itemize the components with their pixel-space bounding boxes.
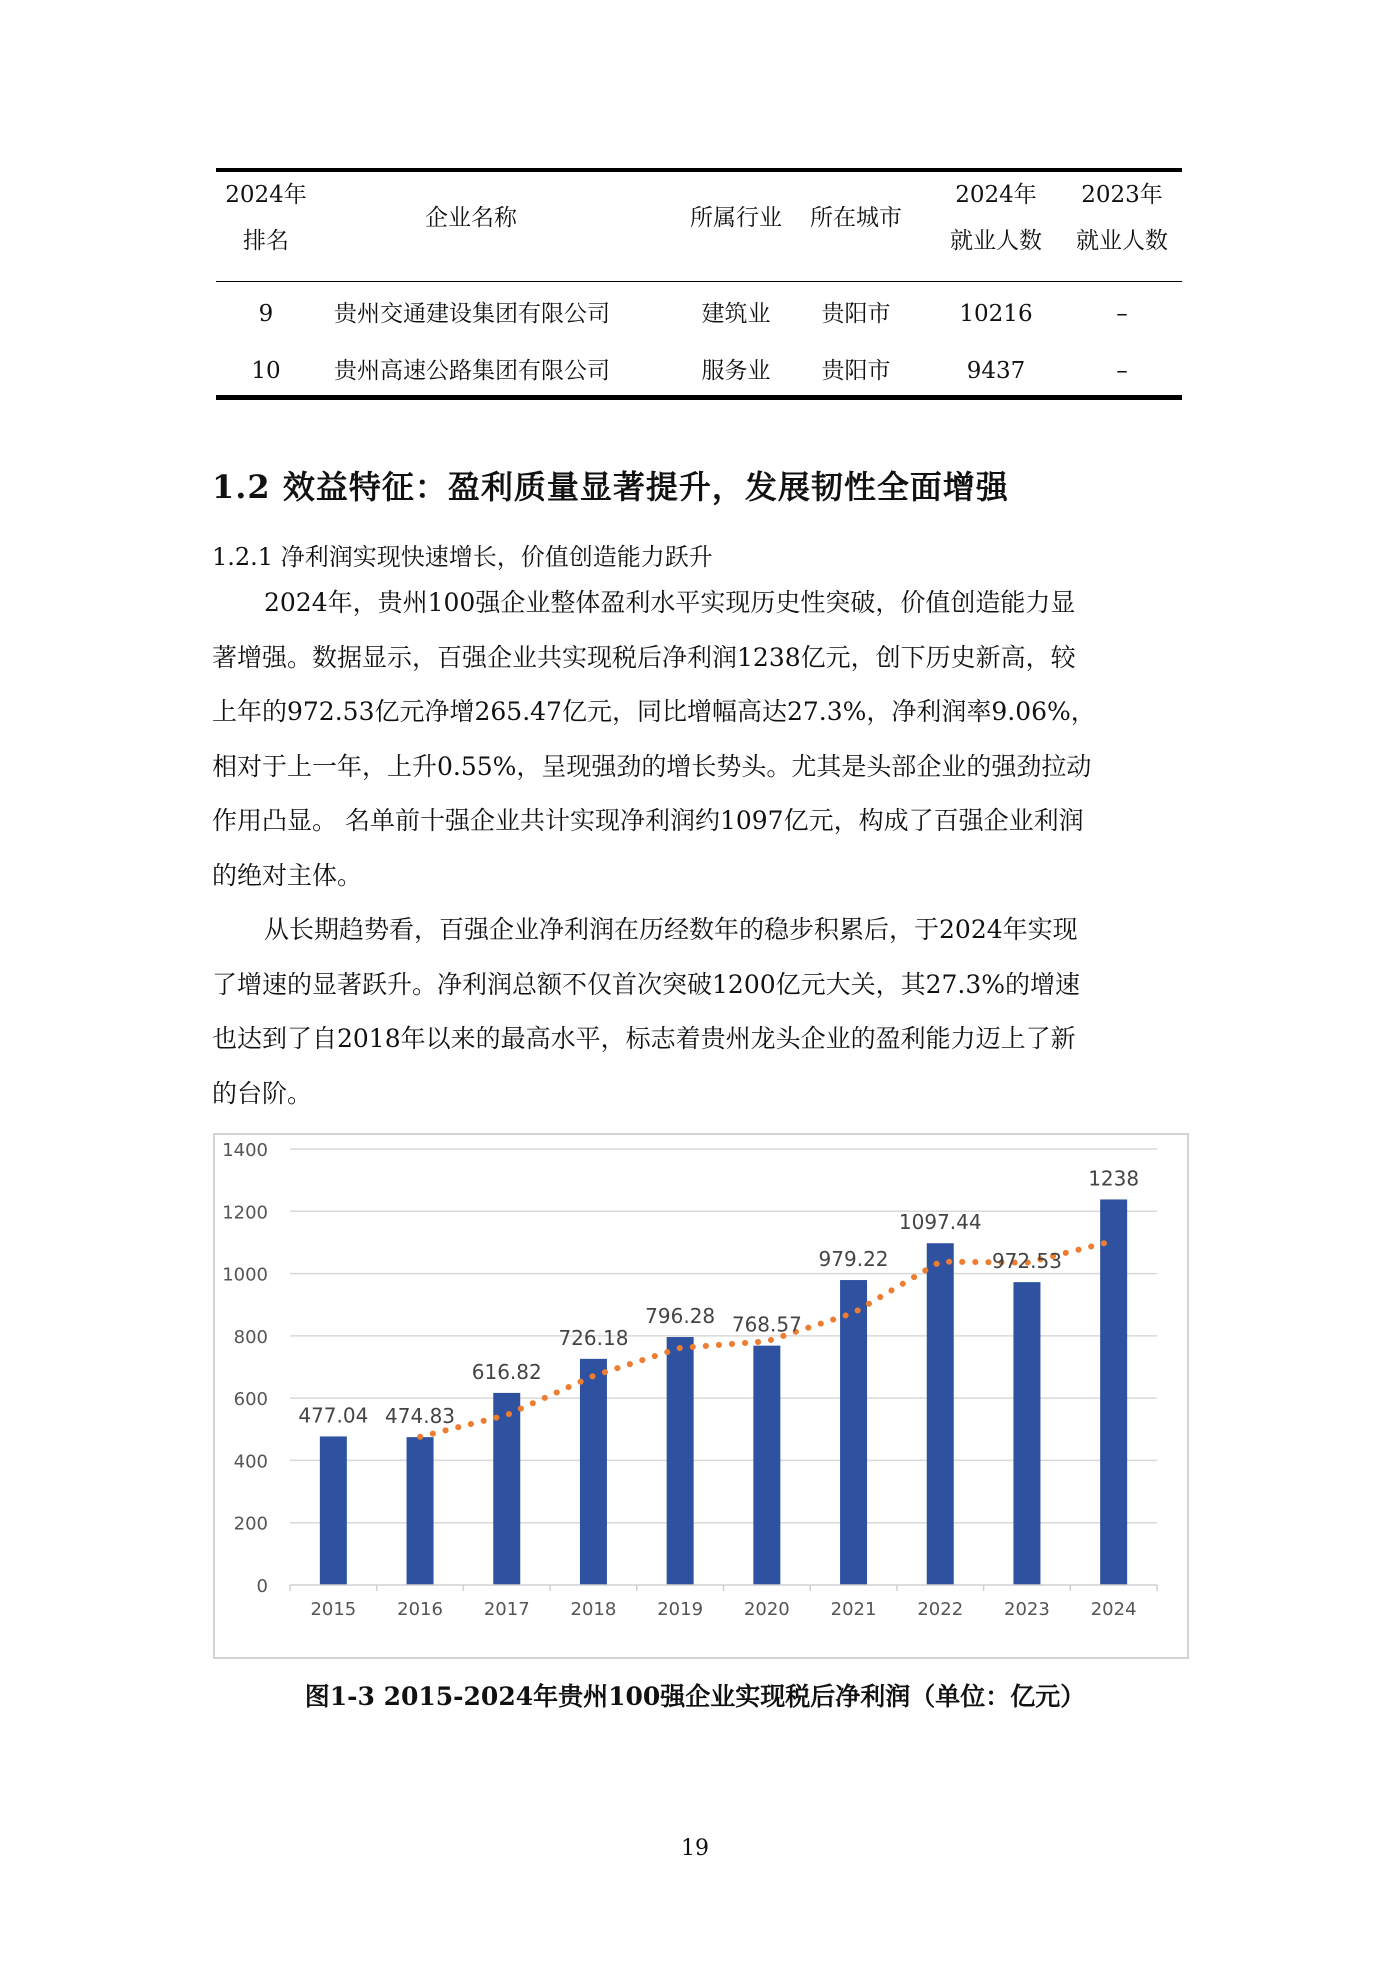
paragraph-line: 上年的972.53亿元净增265.47亿元，同比增幅高达27.3%，净利润率9.06%， [212, 697, 1096, 726]
row-city: 贵阳市 [821, 358, 891, 384]
header-name: 企业名称 [425, 205, 517, 231]
bar-2022 [927, 1243, 954, 1585]
data-label-2024: 1238 [1088, 1166, 1140, 1191]
paragraph-line: 2024年，贵州100强企业整体盈利水平实现历史性突破，价值创造能力显 [264, 588, 1076, 617]
row-name: 贵州交通建设集团有限公司 [334, 301, 610, 327]
row-rank: 9 [258, 301, 274, 327]
paragraph-line: 相对于上一年，上升0.55%，呈现强劲的增长势头。尤其是头部企业的强劲拉动 [212, 751, 1092, 781]
data-label-layer [298, 1166, 1139, 1428]
header-emp-2023-line1: 2023年 [1081, 182, 1163, 208]
x-tick-label-2024: 2024 [1090, 1599, 1137, 1620]
y-tick-label: 200 [233, 1513, 268, 1535]
paragraph-line: 作用凸显。 名单前十强企业共计实现净利润约1097亿元，构成了百强企业利润 [212, 806, 1084, 835]
data-label-2016: 474.83 [385, 1404, 456, 1429]
x-tick-label-2020: 2020 [743, 1599, 790, 1620]
bar-2020 [753, 1346, 780, 1585]
data-label-2018: 726.18 [558, 1325, 629, 1350]
header-rank [216, 172, 316, 264]
data-label-2023: 972.53 [991, 1249, 1062, 1274]
header-emp-2024-line1: 2024年 [955, 182, 1037, 208]
row-industry: 服务业 [701, 358, 771, 384]
header-emp-2024-line2: 就业人数 [950, 228, 1042, 254]
y-tick-label: 1200 [222, 1202, 268, 1224]
row-emp-2023: – [1116, 358, 1128, 384]
paragraph-line: 也达到了自2018年以来的最高水平，标志着贵州龙头企业的盈利能力迈上了新 [212, 1024, 1076, 1053]
data-label-2020: 768.57 [731, 1312, 802, 1337]
bar-2015 [320, 1436, 347, 1585]
y-tick-label: 600 [233, 1389, 268, 1411]
y-tick-label: 1000 [222, 1264, 268, 1286]
paragraph-line: 的台阶。 [212, 1078, 313, 1108]
y-tick-label: 1400 [222, 1140, 268, 1161]
bar-2016 [407, 1437, 434, 1585]
bar-2023 [1013, 1282, 1040, 1585]
x-tick-label-2021: 2021 [830, 1599, 877, 1620]
row-emp-2024: 9437 [966, 358, 1026, 384]
paragraph-line: 从长期趋势看，百强企业净利润在历经数年的稳步积累后，于2024年实现 [264, 915, 1078, 944]
paragraph-line: 了增速的显著跃升。净利润总额不仅首次突破1200亿元大关，其27.3%的增速 [212, 969, 1081, 999]
header-city: 所在城市 [810, 205, 902, 231]
x-tick-label-2015: 2015 [310, 1599, 357, 1620]
data-label-2019: 796.28 [645, 1304, 716, 1329]
net-profit-chart [213, 1133, 1189, 1659]
paragraph-line: 的绝对主体。 [212, 860, 363, 890]
header-emp-2023 [1062, 172, 1182, 264]
paragraph-line: 著增强。数据显示，百强企业共实现税后净利润1238亿元，创下历史新高，较 [212, 642, 1076, 672]
y-tick-label: 0 [256, 1576, 268, 1597]
row-industry: 建筑业 [701, 301, 771, 327]
table-bottom-rule [216, 395, 1182, 400]
row-emp-2023: – [1116, 301, 1128, 327]
paragraph-1 [212, 576, 1192, 903]
data-label-2017: 616.82 [471, 1359, 542, 1384]
bar-2021 [840, 1280, 867, 1585]
page-number: 19 [681, 1836, 709, 1861]
row-rank: 10 [251, 358, 281, 384]
x-tick-label-2022: 2022 [917, 1599, 964, 1620]
data-label-2021: 979.22 [818, 1247, 889, 1272]
bar-2017 [493, 1393, 520, 1585]
row-emp-2024: 10216 [959, 301, 1033, 327]
x-tick-label-2016: 2016 [397, 1599, 443, 1620]
row-city: 贵阳市 [821, 301, 891, 327]
bar-2019 [667, 1337, 694, 1585]
figure-caption: 图1-3 2015-2024年贵州100强企业实现税后净利润（单位：亿元） [304, 1682, 1086, 1711]
subsection-heading: 1.2.1 净利润实现快速增长，价值创造能力跃升 [212, 543, 713, 571]
header-industry: 所属行业 [690, 205, 782, 231]
header-rank-line2: 排名 [243, 228, 289, 254]
y-tick-label: 800 [233, 1326, 268, 1348]
header-emp-2024 [936, 172, 1056, 264]
paragraph-2 [212, 903, 1192, 1121]
x-tick-label-2023: 2023 [1004, 1599, 1050, 1620]
x-tick-label-2018: 2018 [570, 1599, 617, 1620]
x-tick-label-2019: 2019 [657, 1599, 704, 1620]
header-emp-2023-line2: 就业人数 [1076, 228, 1168, 254]
x-tick-label-2017: 2017 [483, 1599, 530, 1620]
row-name: 贵州高速公路集团有限公司 [334, 358, 610, 384]
header-rank-line1: 2024年 [225, 182, 307, 208]
y-tick-label: 400 [233, 1451, 268, 1473]
table-header-rule [216, 281, 1182, 282]
data-label-2015: 477.04 [298, 1403, 369, 1428]
bar-2018 [580, 1359, 607, 1585]
section-heading: 1.2 效益特征：盈利质量显著提升，发展韧性全面增强 [212, 468, 1009, 506]
bar-2024 [1100, 1199, 1127, 1585]
data-label-2022: 1097.44 [898, 1210, 982, 1235]
